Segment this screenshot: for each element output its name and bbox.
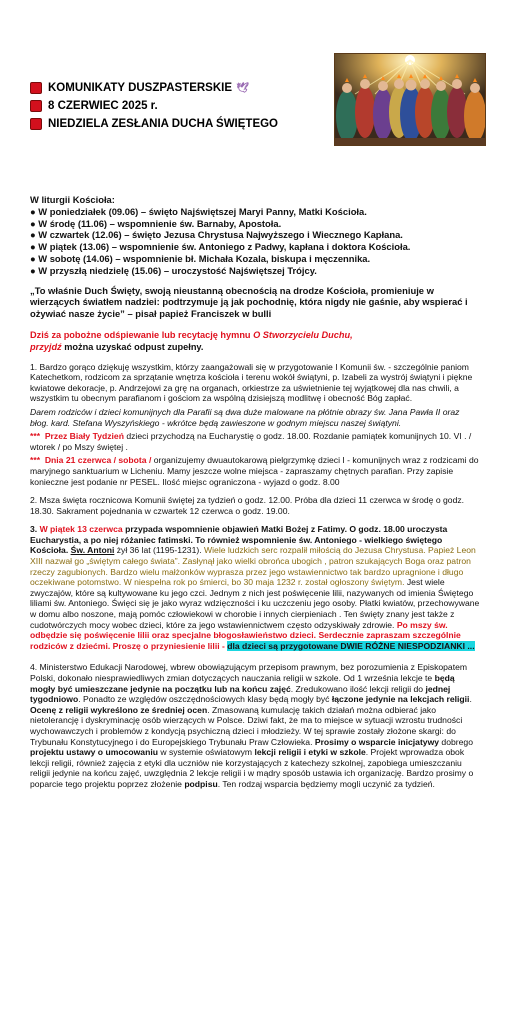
red-square-icon — [30, 82, 42, 94]
dove-icon: 🕊 — [236, 82, 249, 94]
announcement-3: 3. W piątek 13 czerwca przypada wspomnienie objawień Matki Bożej z Fatimy. O godz. 18.00 uroczysta Eucharystia, a po niej różaniec fatimski. To również wspomnienie św. Antoniego - wielkiego świętego Kościoła. Św. Antoni żył 36 lat (1195-1231). Wiele ludzkich serc rozpalił miłością do Jezusa Chrystusa. Papież Leon XIII nazwał go „świętym całego świata”. Zasłynął jako wielki obrońca ubogich , patron szukających Boga oraz patron rzeczy zagubionych. Bardzo wielu małżonków wyprasza przez jego wstawiennictwo tak bardzo upragnione i długo oczekiwane potomstwo. W niespełna rok po śmierci, bo 30 maja 1232 r. został ogłoszony świętym. Jest wiele zwyczajów, które są kultywowane ku jego czci. Jednym z nich jest poświęcenie lilii, nazywanych od imienia Świętego liliami św. Antoniego. Święci się je jako wyraz wdzięczności i ku uczczeniu jego osoby. Płatki kwiatów, przechowywane w domu albo noszone, mają pomóc człowiekowi w chorobie i innych cierpieniach . Ten święty znany jest także z cudotwórczych mocy wobec dzieci, które za jego wstawiennictwem często odzyskiwały zdrowie. Po mszy św. odbędzie się poświęcenie lilii oraz specjalne błogosławieństwo dzieci. Serdecznie zapraszam szczególnie rodziców z dziećmi. Proszę o przyniesienie lilii - dla dzieci są przygotowane DWIE RÓŻNE NIESPODZIANKI ... — [30, 524, 480, 651]
header-line-date: 8 CZERWIEC 2025 r. — [30, 98, 330, 114]
liturgy-item: ● W czwartek (12.06) – święto Jezusa Chrystusa Najwyższego i Wiecznego Kapłana. — [30, 229, 403, 241]
announcement-1-white-week: *** Przez Biały Tydzień dzieci przychodzą na Eucharystię o godz. 18.00. Rozdanie pamiątek komunijnych 10. VI . / wtorek / po Mszy świętej . — [30, 431, 472, 452]
pentecost-painting-image — [335, 54, 485, 145]
bulletin-header — [30, 80, 330, 134]
liturgy-item: ● W piątek (13.06) – wspomnienie św. Antoniego z Padwy, kapłana i doktora Kościoła. — [30, 241, 411, 253]
indulgence-notice: Dziś za pobożne odśpiewanie lub recytację hymnu O Stworzycielu Duchu, przyjdź można uzyskać odpust zupełny. — [30, 329, 353, 352]
announcement-1 — [30, 362, 480, 488]
announcement-2: 2. Msza święta rocznicowa Komunii świętej za tydzień o godz. 12.00. Próba dla dzieci 11 czerwca w środę o godz. 18.30. Sakrament pojednania w czwartek 12 czerwca o godz. 19.00. — [30, 495, 465, 516]
header-line-feast: NIEDZIELA ZESŁANIA DUCHA ŚWIĘTEGO — [30, 116, 330, 132]
announcement-1-text: 1. Bardzo gorąco dziękuję wszystkim, którzy zaangażowali się w przygotowanie I Komunii św. - szczególnie paniom Katechetkom, rodzicom za sprzątanie wnętrza kościoła i terenu wokół świątyni, p. Izabeli za wystrój świątyni i piękne kwiatowe dekoracje, p. Andrzejowi za grę na organach, orkiestrze za uświetnienie tej wyjątkowej dla nas chwili, a wszystkim tu obecnym parafianom i gościom za wspólną dzisiejszą modlitwę i obecność Bóg zapłać. — [30, 361, 473, 404]
red-square-icon — [30, 100, 42, 112]
red-square-icon — [30, 118, 42, 130]
liturgy-item: ● W sobotę (14.06) – wspomnienie bł. Michała Kozala, biskupa i męczennika. — [30, 252, 371, 264]
announcement-1-pilgrimage: *** Dnia 21 czerwca / sobota / organizujemy dwuautokarową pielgrzymkę dzieci I - komunijnych wraz z rodzicami do maryjnego sanktuarium w Licheniu. Mamy jeszcze wolne miejsca - zapraszamy chętnych parafian. Przy zapisie konieczne jest podanie nr PESEL. Ilość miejsc ograniczona - wyjazd o godz. 8.00 — [30, 455, 479, 487]
pentecost-painting — [334, 53, 486, 146]
liturgy-item: ● W przyszłą niedzielę (15.06) – uroczystość Najświętszej Trójcy. — [30, 264, 317, 276]
pope-quote: „To właśnie Duch Święty, swoją nieustanną obecnością na drodze Kościoła, promieniuje w wierzących światłem nadziei: podtrzymuje ją jak pochodnię, która nigdy nie gaśnie, aby wspierać i ożywiać nasze życie” – pisał papież Franciszek w bulli — [30, 284, 468, 320]
liturgy-item: ● W środę (11.06) – wspomnienie św. Barnaby, Apostoła. — [30, 217, 282, 229]
header-line-title: KOMUNIKATY DUSZPASTERSKIE 🕊 — [30, 80, 330, 96]
bulletin-content — [30, 194, 480, 790]
surprise-highlight: dla dzieci są przygotowane DWIE RÓŻNE NIESPODZIANKI ... — [227, 640, 475, 651]
liturgy-section — [30, 194, 480, 277]
liturgy-title: W liturgii Kościoła: — [30, 194, 115, 205]
liturgy-item: ● W poniedziałek (09.06) – święto Najświętszej Maryi Panny, Matki Kościoła. — [30, 205, 367, 217]
hymn-title: O Stworzycielu Duchu, — [253, 329, 353, 340]
announcement-1-gift: Darem rodziców i dzieci komunijnych dla Parafii są dwa duże malowane na płótnie obrazy św. Jana Pawła II oraz błog. kard. Stefana Wyszyńskiego - wkrótce będą zawieszone w godnym miejscu naszej świątyni. — [30, 406, 460, 428]
announcement-4: 4. Ministerstwo Edukacji Narodowej, wbrew obowiązującym przepisom prawnym, bez porozumienia z Episkopatem Polski, dokonało niesprawiedliwych zmian dotyczących nauczania religii w szkole. Od 1 września lekcje te będą mogły być umieszczane jedynie na początku lub na końcu zajęć. Zredukowano ilość lekcji religii do jednej tygodniowo. Ponadto ze względów oszczędnościowych klasy będą mogły być łączone jedynie na lekcjach religii. Ocenę z religii wykreślono ze średniej ocen. Zmasowaną kumulację takich działań można odbierać jako nietolerancję i dyskryminację osób wierzących w Polsce. Dziwi fakt, że ma to miejsce w sytuacji wzrostu trudności wychowawczych i problemów z kondycją psychiczną dzieci i młodzieży. W tej sprawie zostały złożone skargi: do Trybunału Konstytucyjnego i do Europejskiego Trybunału Praw Człowieka. Prosimy o wsparcie inicjatywy dobrego projektu ustawy o umocowaniu w systemie oświatowym lekcji religii i etyki w szkole. Projekt wprowadza obok lekcji religii, również zajęcia z etyki dla uczniów nie korzystających z katechezy szkolnej, zapobiega umieszczaniu religii jedynie na końcu zajęć, uwzględnia 2 lekcje religii i w mądry sposób ustawia ich organizację. Bardzo prosimy o poparcie tego projektu poprzez złożenie podpisu. Ten rodzaj wsparcia będziemy mogli uczynić za tydzień. — [30, 662, 474, 789]
